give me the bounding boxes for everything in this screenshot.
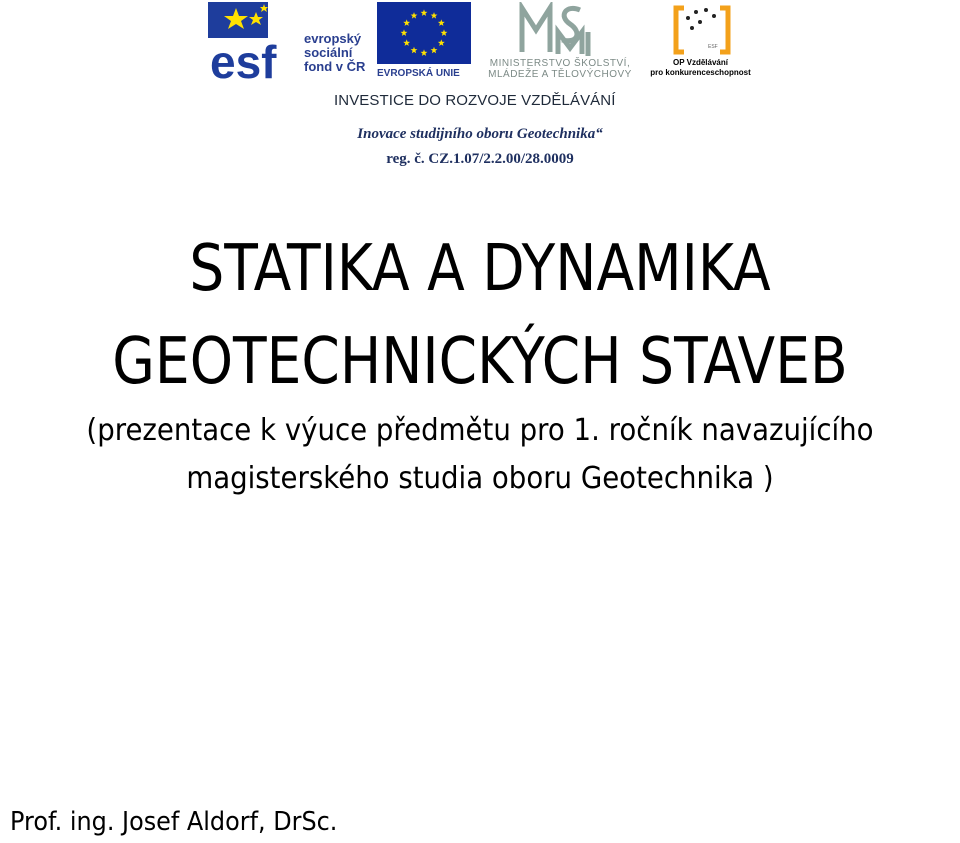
logo-strip [205,2,755,84]
msmt-logo-text: MINISTERSTVO ŠKOLSTVÍ, MLÁDEŽE A TĚLOVÝCHOVY [488,58,632,80]
project-name: Inovace studijního oboru Geotechnika“ [357,126,603,142]
title-line-2: GEOTECHNICKÝCH STAVEB [112,325,848,399]
eu-logo [377,2,471,82]
op-vk-logo-icon [670,2,734,58]
title-line-1: STATIKA A DYNAMIKA [189,232,771,306]
description-line-1: (prezentace k výuce předmětu pro 1. ročník navazujícího [86,413,874,448]
svg-text:ESF: ESF [708,44,718,50]
msmt-logo-icon [518,2,598,58]
esf-logo-icon [208,2,300,80]
op-logo-text: OP Vzdělávání pro konkurenceschopnost [650,58,751,77]
op-logo [648,2,753,82]
svg-text:esf: esf [210,36,277,80]
project-registration: reg. č. CZ.1.07/2.2.00/28.0009 [386,151,574,167]
eu-flag-icon [377,2,471,64]
author-name: Prof. ing. Josef Aldorf, DrSc. [10,807,338,837]
investice-banner: INVESTICE DO ROZVOJE VZDĚLÁVÁNÍ [334,92,616,109]
msmt-logo [480,2,640,82]
eu-logo-text: EVROPSKÁ UNIE [377,68,460,79]
esf-logo-text: evropský sociální fond v ČR [304,31,366,74]
esf-logo [208,2,370,82]
description-line-2: magisterského studia oboru Geotechnika ) [186,461,774,496]
